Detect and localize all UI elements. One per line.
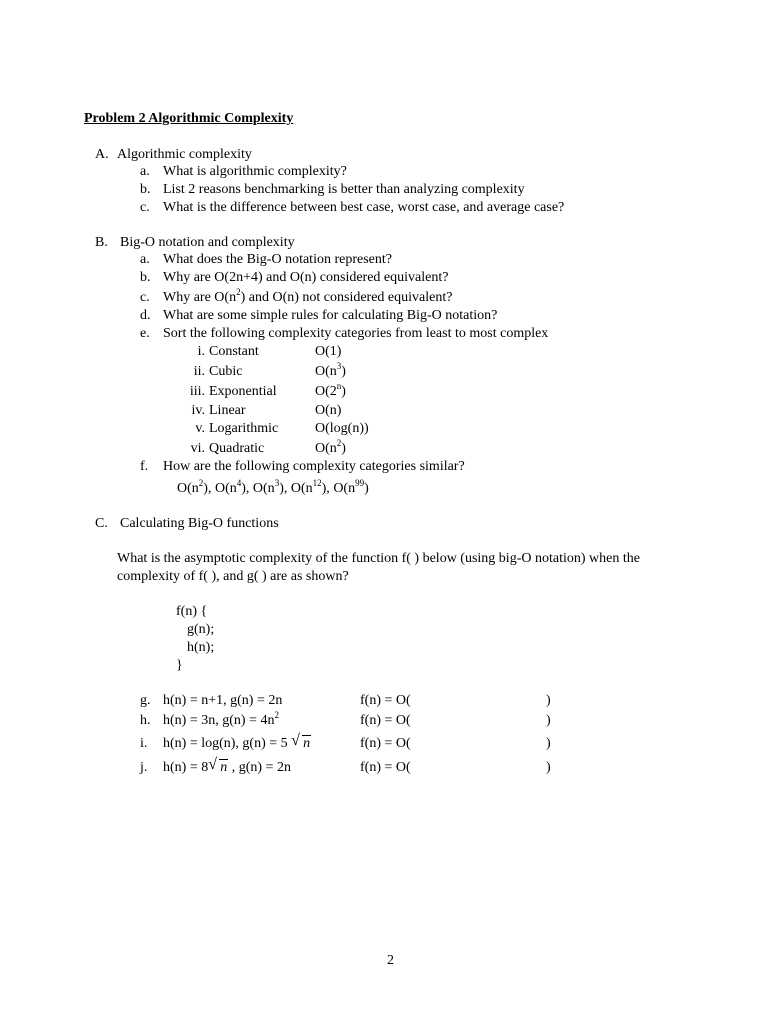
question-text: h(n) = log(n), g(n) = 5 √ n [163, 732, 311, 751]
category-name: Exponential [209, 384, 277, 399]
sqrt-symbol: √ n [208, 756, 228, 775]
list-marker: b. [140, 270, 151, 285]
page-number: 2 [387, 953, 394, 968]
question-text: What is the difference between best case, worst case, and average case? [163, 200, 565, 215]
roman-marker: iv. [191, 403, 205, 418]
section-b-label: B. [95, 235, 108, 250]
category-name: Cubic [209, 364, 243, 379]
sqrt-symbol: √ n [291, 732, 311, 751]
question-text: List 2 reasons benchmarking is better than analyzing complexity [163, 182, 525, 197]
answer-open: f(n) = O( [360, 693, 411, 708]
roman-marker: iii. [189, 384, 205, 399]
question-text: Why are $O(n^2)$ and O(n) not considered equivalent? [163, 287, 453, 305]
category-notation: $O(n^3)$ [315, 361, 346, 379]
answer-open: f(n) = O( [360, 760, 411, 775]
question-text: How are the following complexity categories similar? [163, 459, 465, 474]
section-a-label: A. [95, 147, 109, 162]
category-notation: O(2$^n$) [315, 381, 346, 399]
list-marker: f. [140, 459, 149, 474]
category-name: Constant [209, 344, 259, 359]
category-notation: O(1) [315, 344, 342, 359]
answer-close: ) [546, 713, 551, 728]
category-name: Logarithmic [209, 421, 279, 436]
section-b-heading: Big-O notation and complexity [120, 235, 295, 250]
list-marker: b. [140, 182, 151, 197]
code-line: g(n); [187, 622, 215, 637]
section-c-heading: Calculating Big-O functions [120, 516, 279, 531]
section-c-label: C. [95, 516, 108, 531]
code-line: h(n); [187, 640, 215, 655]
list-marker: d. [140, 308, 151, 323]
question-text: complexity of f( ), and g( ) are as shown? [117, 569, 349, 584]
category-name: Linear [209, 403, 246, 418]
list-marker: a. [140, 164, 150, 179]
list-marker: j. [140, 760, 148, 775]
list-marker: g. [140, 693, 151, 708]
answer-open: f(n) = O( [360, 736, 411, 751]
question-text: h(n) = 3n, $g(n) = 4n^2$ [163, 710, 279, 728]
category-name: Quadratic [209, 441, 265, 456]
answer-open: f(n) = O( [360, 713, 411, 728]
question-text: h(n) = n+1, g(n) = 2n [163, 693, 283, 708]
problem-title: Problem 2 Algorithmic Complexity [84, 111, 294, 126]
code-line: } [176, 658, 183, 673]
roman-marker: v. [195, 421, 205, 436]
question-text: What is the asymptotic complexity of the function f( ) below (using big-O notation) when the [117, 551, 640, 566]
list-marker: i. [140, 736, 148, 751]
roman-marker: vi. [190, 441, 205, 456]
category-notation: O(n) [315, 403, 342, 418]
answer-close: ) [546, 693, 551, 708]
question-text: Sort the following complexity categories from least to most complex [163, 326, 549, 341]
list-marker: a. [140, 252, 150, 267]
roman-marker: ii. [193, 364, 205, 379]
question-text: Why are O(2n+4) and O(n) considered equivalent? [163, 270, 449, 285]
question-text: What is algorithmic complexity? [163, 164, 347, 179]
question-text: What does the Big-O notation represent? [163, 252, 392, 267]
list-marker: c. [140, 200, 150, 215]
roman-marker: i. [197, 344, 205, 359]
question-text: What are some simple rules for calculating Big-O notation? [163, 308, 498, 323]
list-marker: h. [140, 713, 151, 728]
list-marker: c. [140, 290, 150, 305]
complexity-list: $O(n^2)$, $O(n^4)$, $O(n^3)$, $O(n^{12})$, $O(n^{99})$ [177, 478, 369, 496]
category-notation: O(log(n)) [315, 421, 369, 436]
code-line: f(n) { [176, 604, 208, 619]
question-text: h(n) = 8 √ n , g(n) = 2n [163, 756, 291, 775]
category-notation: $O(n^2)$ [315, 438, 346, 456]
answer-close: ) [546, 760, 551, 775]
answer-close: ) [546, 736, 551, 751]
section-a-heading: Algorithmic complexity [117, 147, 252, 162]
list-marker: e. [140, 326, 150, 341]
